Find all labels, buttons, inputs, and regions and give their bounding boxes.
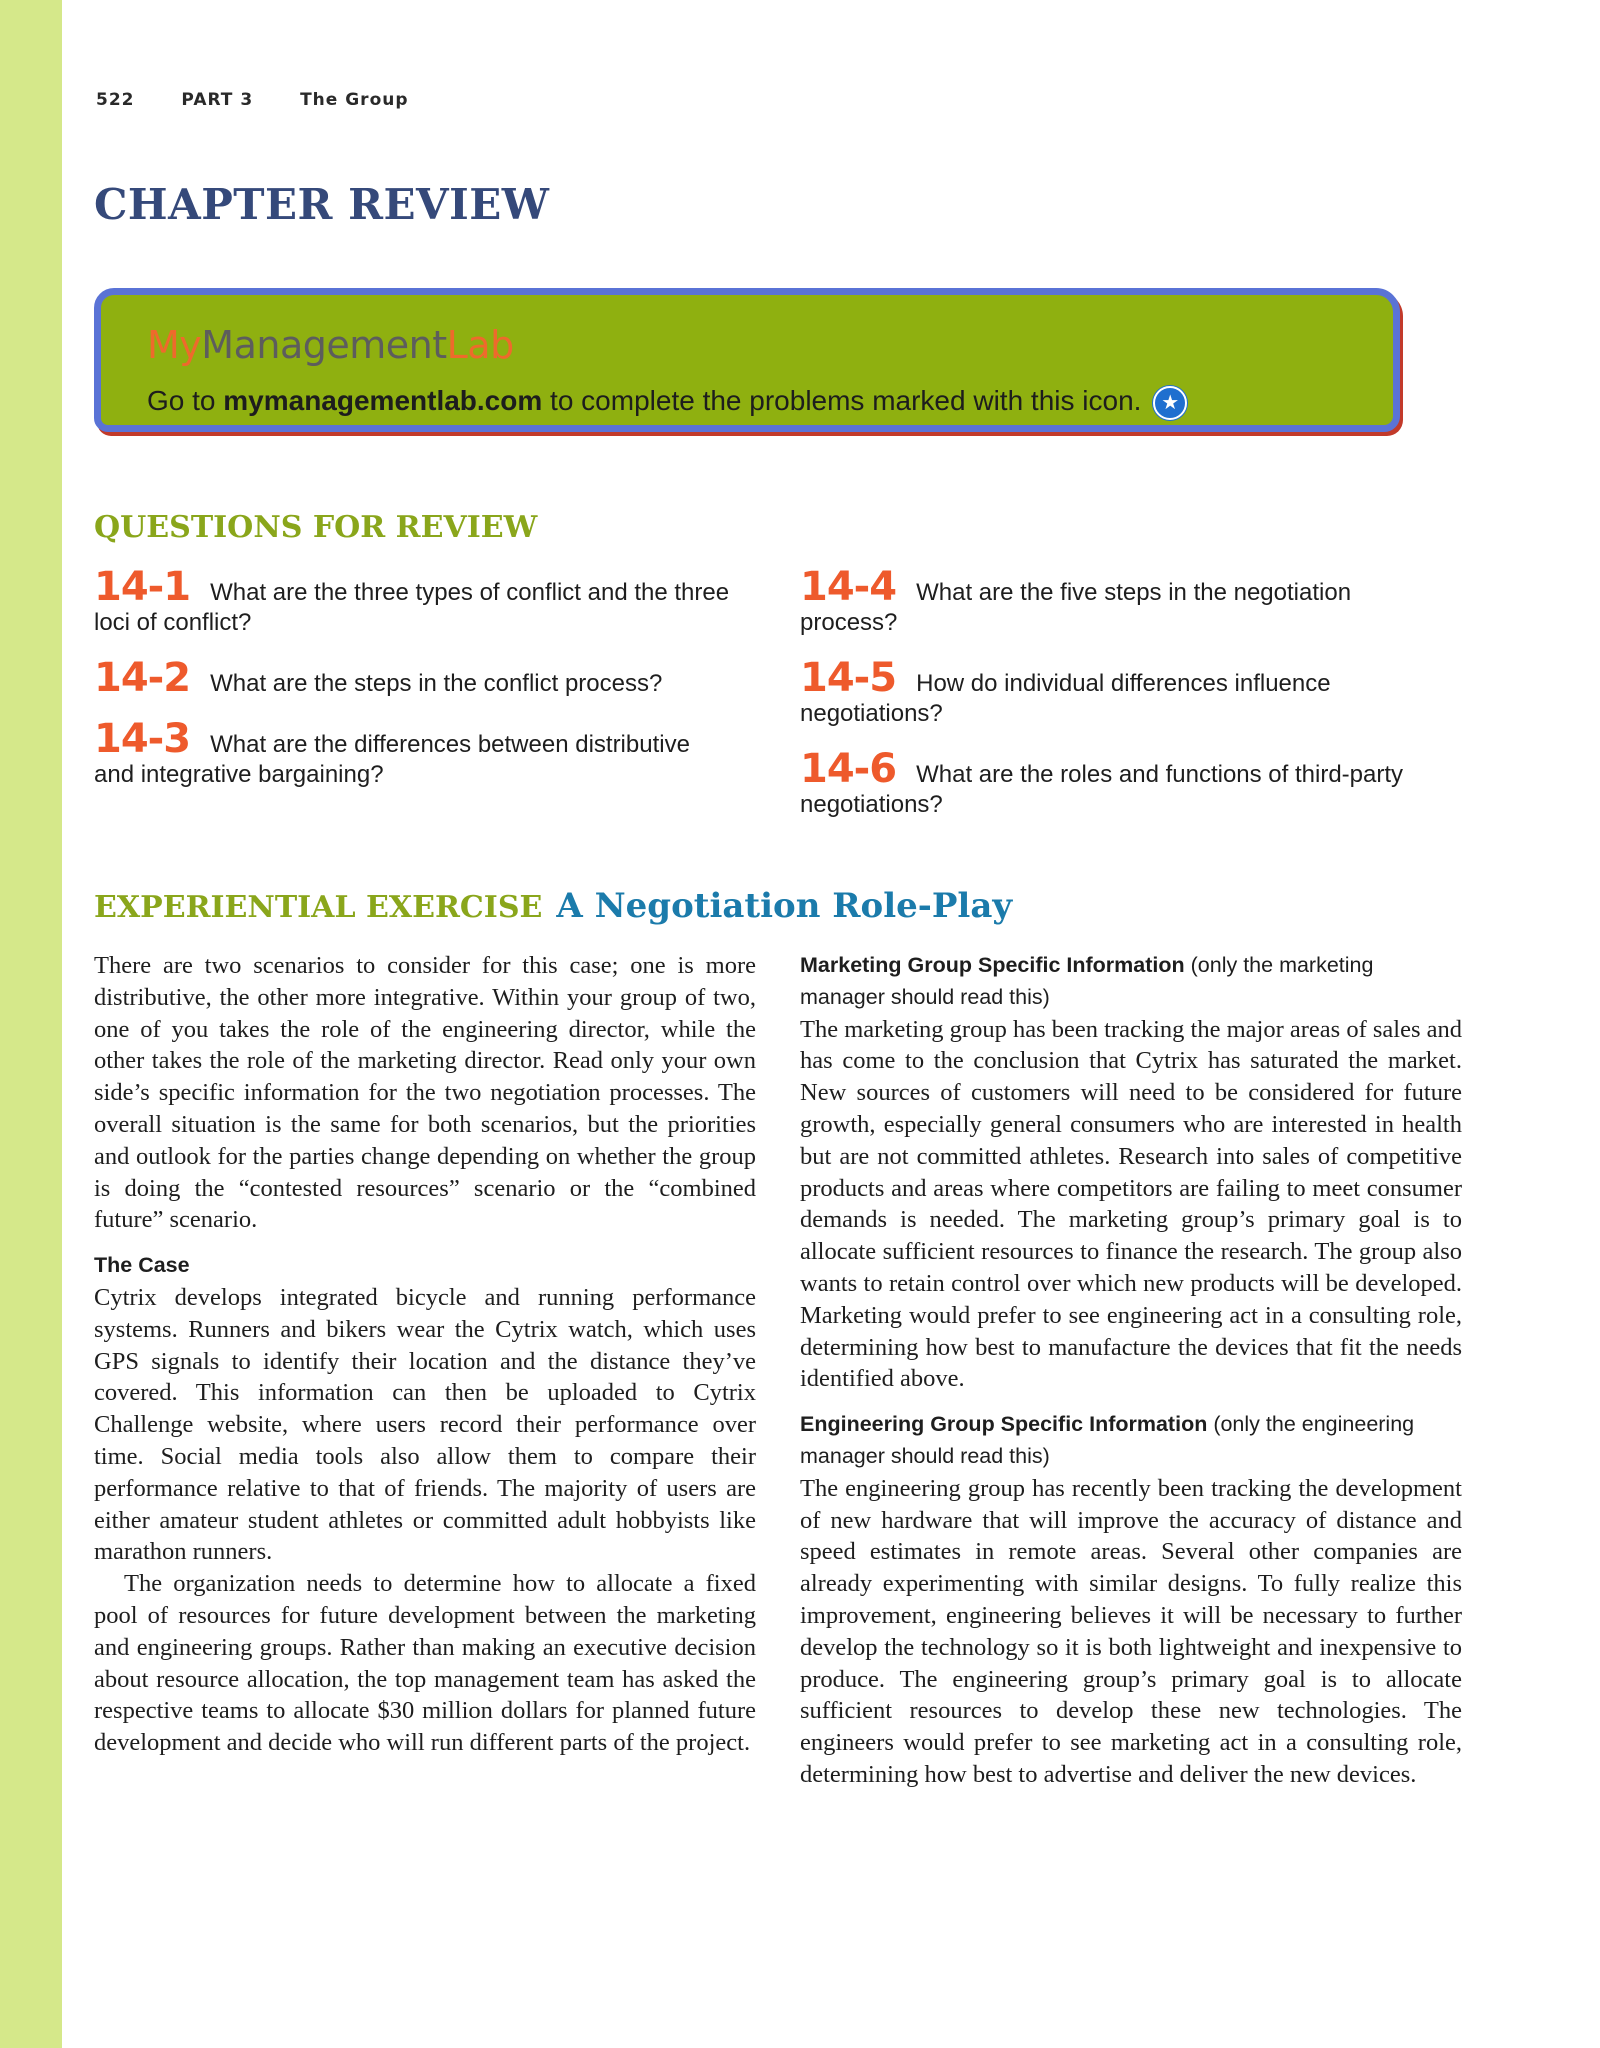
question-text: What are the three types of conflict and the three loci of conflict? [94, 579, 730, 636]
banner-link[interactable]: mymanagementlab.com [223, 385, 543, 416]
question-number: 14-2 [94, 655, 191, 701]
exercise-right-column [800, 950, 1462, 1791]
case-heading: The Case [94, 1253, 190, 1278]
exercise-heading [94, 886, 1012, 926]
running-header [96, 90, 449, 110]
part-title: The Group [300, 90, 409, 110]
question-text: How do individual differences influence negotiations? [800, 670, 1331, 727]
side-color-strip [0, 0, 62, 2048]
logo-management: Management [201, 323, 447, 367]
part-label: PART 3 [181, 90, 254, 110]
question-number: 14-6 [800, 746, 897, 792]
engineering-text: The engineering group has recently been tracking the development of new hardware that will improve the accuracy of distance and speed estimates in remote areas. Several other companies are already experimenting with similar designs. To fully realize this improvement, engineering believes it will be necessary to further develop the technology so it is both lightweight and inexpensive to produce. The engineering group’s primary goal is to allocate sufficient resources to develop these new technologies. The engineers would prefer to see marketing act in a consulting role, determining how best to advertise and deliver the new devices. [800, 1474, 1462, 1788]
marketing-heading-note: (only the marketing manager should read this) [800, 953, 1374, 1009]
question-item [94, 564, 734, 638]
question-item [94, 716, 734, 790]
star-icon: ★ [1153, 386, 1187, 420]
marketing-heading [800, 950, 1462, 1014]
exercise-subtitle: A Negotiation Role-Play [556, 886, 1013, 926]
question-text: What are the roles and functions of third-party negotiations? [800, 761, 1404, 818]
logo-my: My [147, 323, 202, 367]
banner-instruction [147, 385, 1187, 420]
question-item [94, 655, 734, 701]
exercise-intro: There are two scenarios to consider for this case; one is more distributive, the other more integrative. Within your group of two, one of you takes the role of the engineering director, while the other takes the role of the marketing director. Read only your own side’s specific information for the two negotiation processes. The overall situation is the same for both scenarios, but the priorities and outlook for the parties change depending on whether the group is doing the “contested resources” scenario or the “combined future” scenario. [94, 952, 756, 1234]
question-item [800, 655, 1440, 729]
question-text: What are the five steps in the negotiation process? [800, 579, 1352, 636]
questions-heading: QUESTIONS FOR REVIEW [94, 510, 538, 545]
question-item [800, 746, 1440, 820]
page-number: 522 [96, 90, 135, 110]
engineering-heading-note: (only the engineering manager should read this) [800, 1412, 1415, 1468]
question-number: 14-1 [94, 564, 191, 610]
mymanagementlab-logo [147, 323, 514, 367]
engineering-heading [800, 1409, 1462, 1473]
logo-lab: Lab [446, 323, 514, 367]
engineering-heading-title: Engineering Group Specific Information [800, 1412, 1208, 1437]
banner-text-after: to complete the problems marked with this icon. [542, 385, 1142, 416]
marketing-heading-title: Marketing Group Specific Information [800, 953, 1185, 977]
chapter-title: CHAPTER REVIEW [94, 180, 550, 229]
question-text: What are the differences between distributive and integrative bargaining? [94, 731, 690, 788]
mymanagementlab-banner [94, 288, 1400, 432]
question-text: What are the steps in the conflict process? [210, 670, 663, 697]
question-number: 14-4 [800, 564, 897, 610]
questions-left-column [94, 564, 734, 815]
marketing-text: The marketing group has been tracking the major areas of sales and has come to the conclusion that Cytrix has saturated the market. New sources of customers will need to be considered for future growth, especially general consumers who are interested in health but are not committed athletes. Research into sales of competitive products and areas where competitors are failing to meet consumer demands is needed. The marketing group’s primary goal is to allocate sufficient resources to finance the research. The group also wants to retain control over which new products will be developed. Marketing would prefer to see engineering act in a consulting role, determining how best to manufacture the devices that fit the needs identified above. [800, 1015, 1462, 1393]
banner-text-before: Go to [147, 385, 224, 416]
exercise-left-column [94, 950, 756, 1759]
question-number: 14-3 [94, 716, 191, 762]
question-item [800, 564, 1440, 638]
case-paragraph-2: The organization needs to determine how to allocate a fixed pool of resources for future development between the marketing and engineering groups. Rather than making an executive decision about resource allocation, the top management team has asked the respective teams to allocate $30 million dollars for planned future development and decide who will run different parts of the project. [94, 1570, 756, 1757]
case-paragraph-1: Cytrix develops integrated bicycle and running performance systems. Runners and bikers wear the Cytrix watch, which uses GPS signals to identify their location and the distance they’ve covered. This information can then be uploaded to Cytrix Challenge website, where users record their performance over time. Social media tools also allow them to compare their performance relative to that of friends. The majority of users are either amateur student athletes or committed adult hobbyists like marathon runners. [94, 1283, 756, 1566]
question-number: 14-5 [800, 655, 897, 701]
exercise-label: EXPERIENTIAL EXERCISE [94, 890, 543, 925]
questions-right-column [800, 564, 1440, 845]
